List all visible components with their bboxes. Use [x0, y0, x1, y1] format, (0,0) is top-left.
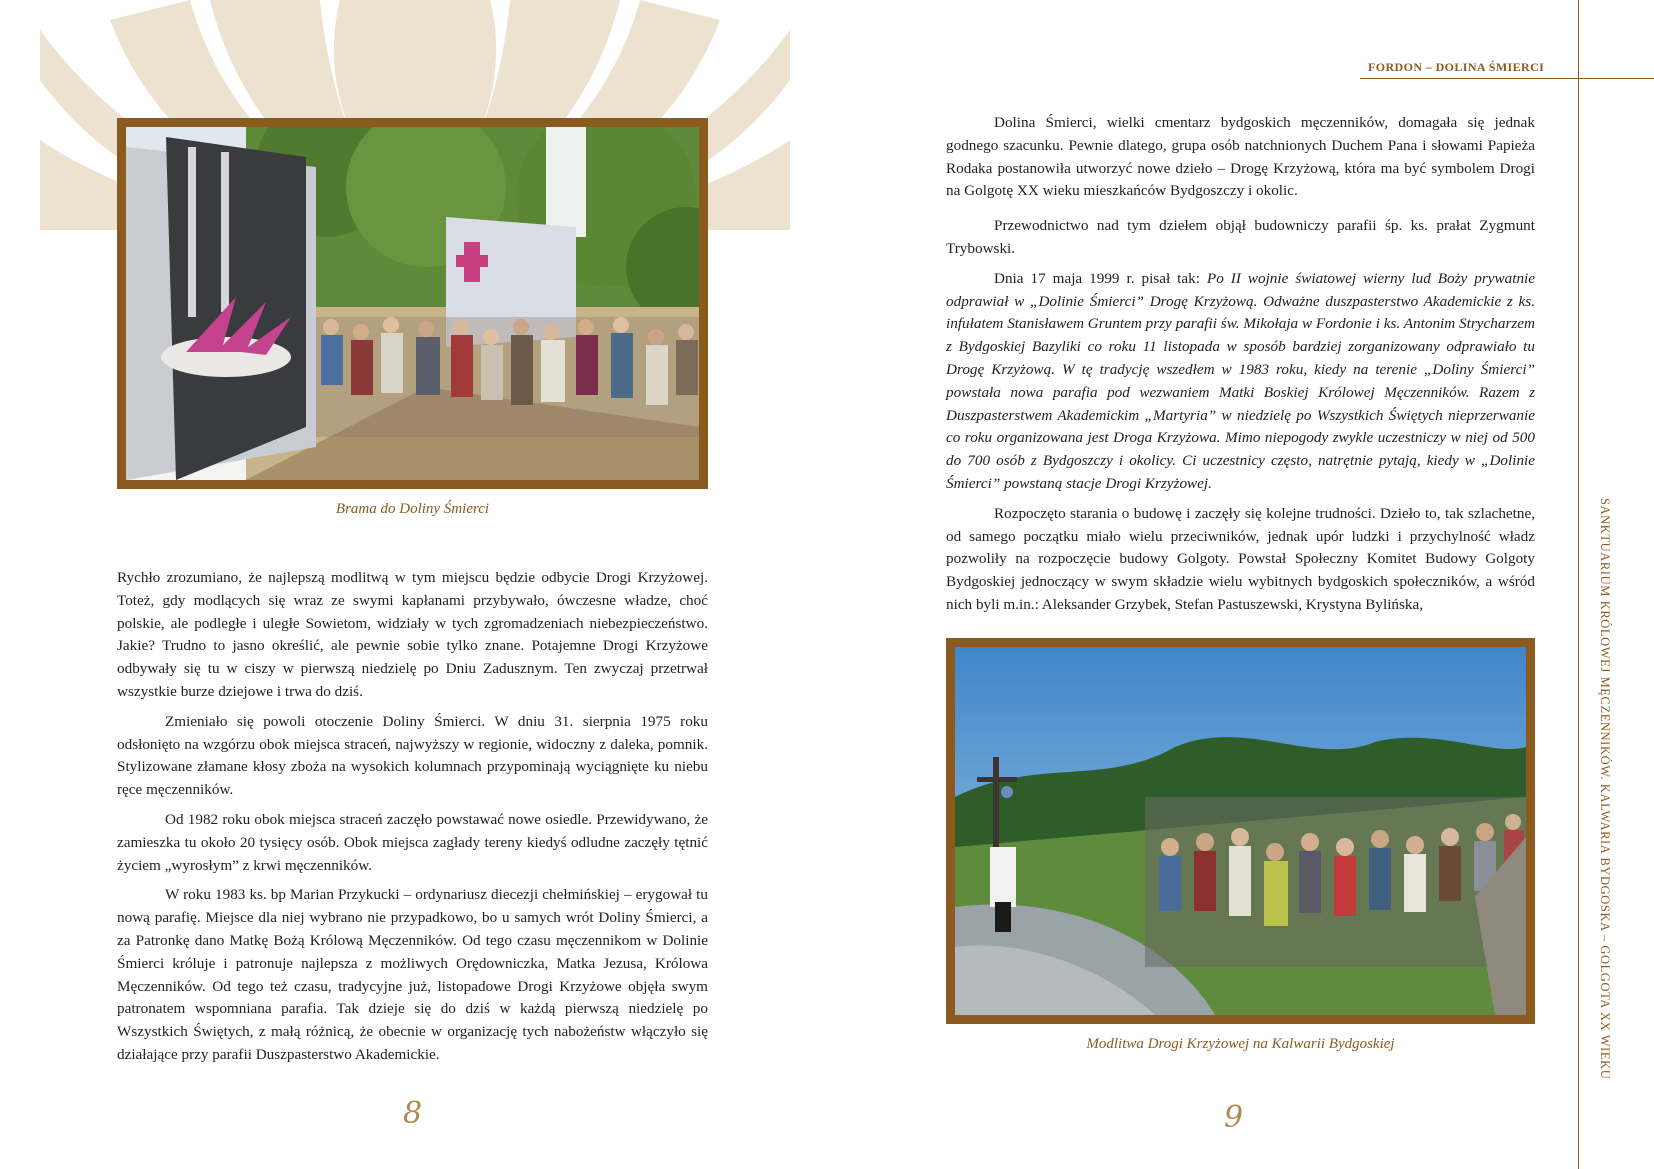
gate-photo-frame	[117, 118, 708, 489]
left-page-number: 8	[403, 1096, 423, 1131]
right-paragraph-4: Rozpoczęto starania o budowę i zaczęły się kolejne trudności. Dzieło to, tak szlachetne, od samego początku miało wielu przeciwników, jednak upór ludzki i przychylność władz pozwoliły na rozpoczęcie budowy Golgoty. Powstał Społeczny Komitet Budowy Golgoty Bydgoskiej jednoczący w swym składzie wielu wybitnych bydgoskich społeczników, a wśród nich byli m.in.: Aleksander Grzybek, Stefan Pastuszewski, Krystyna Bylińska,	[946, 504, 1535, 613]
right-paragraph-2: Przewodnictwo nad tym dziełem objął budowniczy parafii śp. ks. prałat Zygmunt Trybowski.	[946, 217, 1535, 257]
side-title	[1598, 498, 1612, 1080]
gate-photo-caption: Brama do Doliny Śmierci	[335, 501, 490, 517]
side-title-text: SANKTUARIUM KRÓLOWEJ MĘCZENNIKÓW. KALWARIA BYDGOSKA – GOLGOTA XX WIEKU	[1598, 498, 1612, 1080]
right-page-body	[946, 112, 1535, 624]
procession-photo	[955, 647, 1526, 1015]
left-page-body	[117, 567, 708, 1074]
left-paragraph-3: Od 1982 roku obok miejsca straceń zaczęło powstawać nowe osiedle. Przewidywano, że zamieszka tu około 20 tysięcy osób. Obok miejsca zagłady tereny kiedyś odludne zaczęły tętnić życiem „wyrosłym” z krwi męczenników.	[117, 810, 708, 874]
procession-photo-caption: Modlitwa Drogi Krzyżowej na Kalwarii Bydgoskiej	[1086, 1036, 1395, 1052]
side-rule	[1578, 0, 1579, 1169]
left-paragraph-1: Rychło zrozumiano, że najlepszą modlitwą w tym miejscu będzie odbycie Drogi Krzyżowej. Toteż, gdy modlących się wraz ze swymi kapłanami przybywało, ówczesne władze, choć polskie, ale podległe i uległe Sowietom, widziały w tych zgromadzeniach niebezpieczeństwo. Jakie? Trudno to jasno określić, ale pewnie sobie tylko znane. Potajemne Drogi Krzyżowe odbywały się tu w ciszy w pierwszą niedzielę po Dniu Zadusznym. Ten zwyczaj przetrwał wszystkie burze dziejowe i trwa do dziś.	[117, 569, 708, 700]
right-paragraph-3	[946, 268, 1535, 496]
left-paragraph-2: Zmieniało się powoli otoczenie Doliny Śmierci. W dniu 31. sierpnia 1975 roku odsłonięto na wzgórzu obok miejsca straceń, najwyższy w regionie, widoczny z daleka, pomnik. Stylizowane złamane kłosy zboża na wysokich kolumnach przypominają wyciągnięte ku niebu ręce męczenników.	[117, 712, 708, 799]
right-page-number: 9	[1224, 1100, 1244, 1135]
gate-photo	[126, 127, 699, 480]
right-paragraph-3-intro: Dnia 17 maja 1999 r. pisał tak:	[994, 269, 1207, 287]
running-head: FORDON – DOLINA ŚMIERCI	[1368, 60, 1545, 74]
right-paragraph-3-quote: Po II wojnie światowej wierny lud Boży prywatnie odprawiał w „Dolinie Śmierci” Drogę Krzyżową. Odważne duszpasterstwo Akademickie z ks. infułatem Stanisławem Gruntem przy parafii św. Mikołaja w Fordonie i ks. Antonim Strycharzem z Bydgoskiej Bazyliki co roku 11 listopada w sposób bardziej zorganizowany odprawiało tu Drogę Krzyżową. W tę tradycję wszedłem w 1983 roku, kiedy na terenie „Doliny Śmierci” powstała nowa parafia pod wezwaniem Matki Boskiej Królowej Męczenników. Razem z Duszpasterstwem Akademickim „Martyria” w niedzielę po Wszystkich Świętych nieprzerwanie co roku organizowana jest Droga Krzyżowa. Mimo niepogody zwykle uczestniczy w niej od 500 do 700 osób z Bydgoszczy i okolicy. Ci uczestnicy często, natrętnie pytają, kiedy w „Dolinie Śmierci” powstaną stacje Drogi Krzyżowej.	[946, 269, 1536, 492]
right-paragraph-1: Dolina Śmierci, wielki cmentarz bydgoskich męczenników, domagała się jednak godnego szacunku. Pewnie dlatego, grupa osób natchnionych Duchem Pana i słowami Papieża Rodaka postanowiła utworzyć nowe dzieło – Drogę Krzyżową, która ma być symbolem Drogi na Golgotę XX wieku mieszkańców Bydgoszczy i okolic.	[946, 114, 1535, 200]
procession-photo-frame	[946, 638, 1535, 1024]
left-paragraph-4: W roku 1983 ks. bp Marian Przykucki – ordynariusz diecezji chełmińskiej – erygował tu nową parafię. Miejsce dla niej wybrano nie przypadkowo, bo u samych wrót Doliny Śmierci, a za Patronkę dano Matkę Bożą Królową Męczenników. Od tego czasu męczennikom w Dolinie Śmierci króluje i patronuje najlepsza z możliwych Orędowniczka, Matka Jezusa, Królowa Męczenników. Od tego też czasu, tradycyjne już, listopadowe Drogi Krzyżowe objęła swym patronatem wspomniana parafia. Tak dzieje się do dziś w każdą pierwszą niedzielę po Wszystkich Świętych, z małą różnicą, że obecnie w organizację tych nabożeństw włączyło się działające przy parafii Duszpasterstwo Akademickie.	[117, 886, 708, 1063]
running-head-rule	[1360, 78, 1654, 79]
